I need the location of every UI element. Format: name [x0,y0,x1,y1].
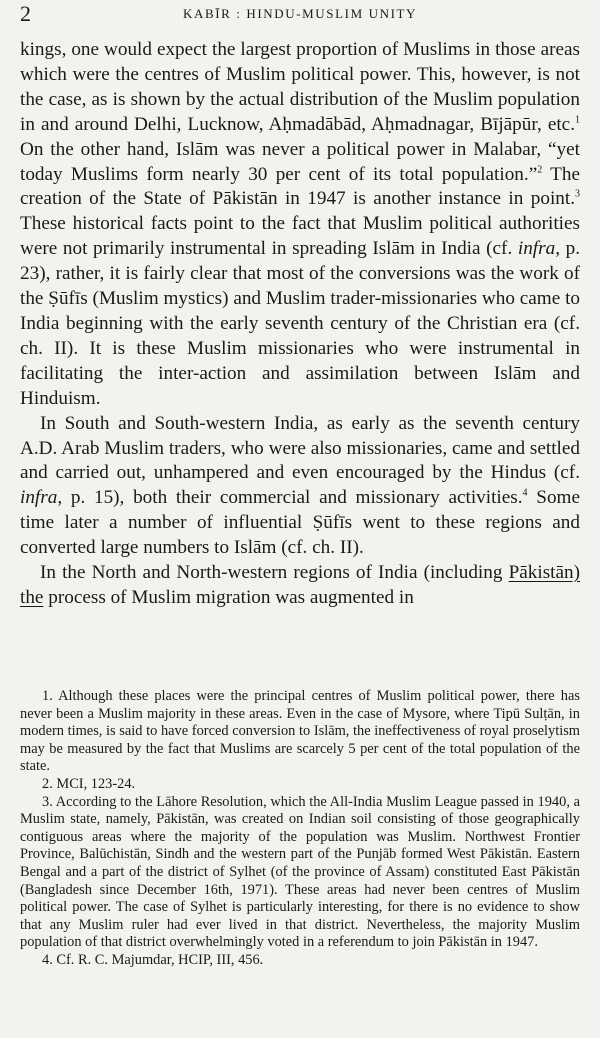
text-span: Some time later a number of influential Ṣūfīs went to these regions and converted large numbers to Islām (cf. ch. II). [20,487,580,559]
footnote-number: 2. [42,775,53,792]
footnote-number: 3. [42,793,53,810]
main-text [20,38,580,611]
text-span: , p. 23), rather, it is fairly clear that most of the conversions was the work of the Ṣūfīs (Muslim mystics) and Muslim trader-missionaries who came to India beginning with the early seventh century of the Christian era (cf. ch. II). It is these Muslim missionaries who were instrumental in facilitating the inter-action and assimilation between Islām and Hinduism. [20,238,580,409]
footnote-text: Cf. R. C. Majumdar, HCIP, III, 456. [56,951,264,968]
page-number: 2 [20,1,31,26]
footnote-ref-1: 1 [575,114,580,126]
footnote-text: According to the Lāhore Resolution, which the All-India Muslim League passed in 1940, a Muslim state, namely, Pākistān, was created on Indian soil consisting of those geographically contiguous areas where the majority of the population was Muslim. Northwest Frontier Province, Balūchistān, Sindh and the western part of the Punjāb formed West Pākistān. Eastern Bengal and a part of the district of Sylhet (of the province of Assam) constituted East Pākistān (Bangladesh since December 16th, 1971). These areas had never been centres of Muslim political power. The case of Sylhet is particularly interesting, for there is no evidence to show that any Muslim ruler had ever lived in that district. Nevertheless, the majority Muslim population of that district overwhelmingly voted in a referendum to join Pākistān in 1947. [20,793,580,951]
text-span: These historical facts point to the fact that Muslim political authorities were not primarily instrumental in spreading Islām in India (cf. [20,213,580,260]
footnotes [20,688,580,970]
footnote-2 [20,776,580,794]
text-span: In the North and North-western regions of India (including [40,562,509,584]
footnote-1 [20,688,580,776]
footnote-number: 1. [42,688,53,704]
italic-term: infra [517,238,556,260]
paragraph-3 [20,561,580,611]
italic-term: infra [20,487,58,509]
footnote-text: Although these places were the principal centres of Muslim political power, there has never been a Muslim majority in these areas. Even in the case of Mysore, where Tipū Sulṭān, in modern times, is said to have forced conversion to Islām, the ineffectiveness of royal proselytism may be measured by the fact that Muslims are scarcely 5 per cent of the total population of the state. [20,688,580,775]
text-span: In South and South-western India, as early as the seventh century A.D. Arab Muslim traders, who were also missionaries, came and settled and carried out, unhampered and even encouraged by the Hindus (cf. [20,412,580,484]
footnote-ref-4: 4 [522,487,528,499]
text-span: process of Muslim migration was augmented in [43,586,414,608]
running-head: KABĪR : HINDU-MUSLIM UNITY [182,6,418,21]
text-span: On the other hand, Islām was never a political power in Malabar, “yet today Muslims form nearly 30 per cent of its total population.” [20,138,580,185]
footnote-ref-2: 2 [537,164,543,176]
footnote-number: 4. [42,951,53,968]
underlined-text: Pākistān) the [20,562,580,608]
text-span: kings, one would expect the largest proportion of Muslims in those areas which were the centres of Muslim political power. This, however, is not the case, as is shown by the actual distribution of the Muslim population in and around Delhi, Lucknow, Aḥmadābād, Aḥmadnagar, Bījāpūr, etc. [20,39,580,135]
footnote-4 [20,952,580,970]
paragraph-2 [20,412,580,561]
text-span: The creation of the State of Pākistān in 1947 is another instance in point. [20,163,580,210]
footnote-3 [20,794,580,952]
text-span: , p. 15), both their commercial and missionary activities. [57,487,523,509]
footnote-ref-3: 3 [575,189,580,201]
footnote-text: MCI, 123-24. [56,775,136,792]
paragraph-1 [20,38,580,412]
page-header [20,2,580,26]
